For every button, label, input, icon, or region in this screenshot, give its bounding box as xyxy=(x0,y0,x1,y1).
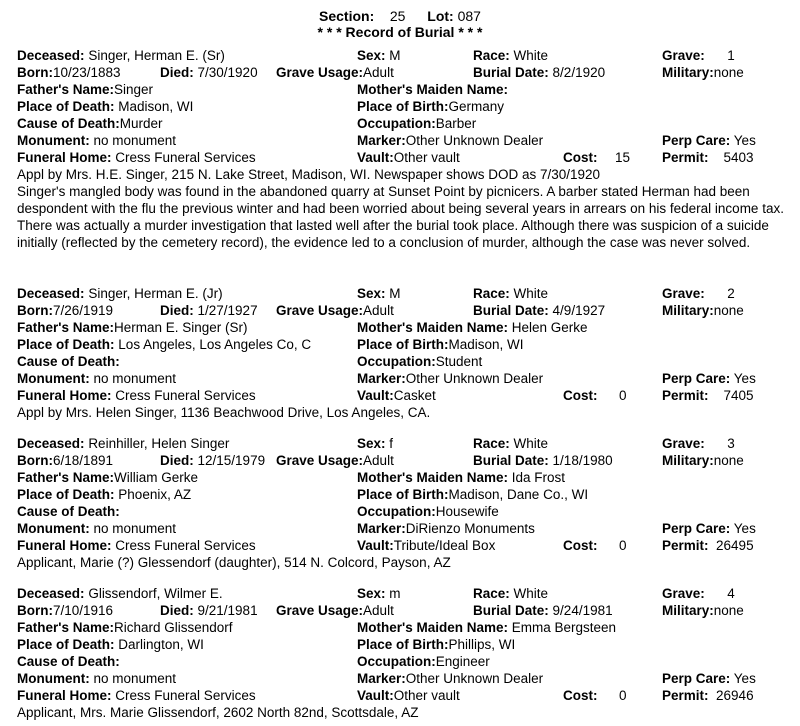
monument-value: no monument xyxy=(93,671,177,686)
cost-label: Cost: xyxy=(563,388,598,403)
burial-record-3 xyxy=(17,435,792,571)
military-value: none xyxy=(713,603,744,618)
perp-care-label: Perp Care: xyxy=(662,371,731,386)
vault-label: Vault: xyxy=(357,538,394,553)
marker-value: Other Unknown Dealer xyxy=(405,133,544,148)
military-label: Military: xyxy=(662,453,714,468)
place-of-death-value: Darlington, WI xyxy=(118,637,204,652)
cost-label: Cost: xyxy=(563,538,598,553)
mother-label: Mother's Maiden Name: xyxy=(357,82,508,97)
funeral-home-value: Cress Funeral Services xyxy=(115,388,256,403)
occupation-value: Housewife xyxy=(435,504,499,519)
marker-label: Marker: xyxy=(357,371,406,386)
place-of-birth-label: Place of Birth: xyxy=(357,99,449,114)
permit-value: 26946 xyxy=(716,688,754,703)
vault-value: Tribute/Ideal Box xyxy=(393,538,496,553)
race-value: White xyxy=(513,586,549,601)
burial-date-value: 1/18/1980 xyxy=(552,453,613,468)
mother-value: Emma Bergsteen xyxy=(511,620,617,635)
perp-care-value: Yes xyxy=(733,671,756,686)
died-label: Died: xyxy=(160,603,194,618)
cause-of-death-label: Cause of Death: xyxy=(17,116,120,131)
grave-value: 3 xyxy=(727,436,735,451)
died-value: 7/30/1920 xyxy=(197,65,258,80)
occupation-label: Occupation: xyxy=(357,504,436,519)
grave-usage-label: Grave Usage: xyxy=(276,603,364,618)
died-value: 1/27/1927 xyxy=(197,303,258,318)
permit-value: 7405 xyxy=(723,388,754,403)
deceased-label: Deceased: xyxy=(17,48,85,63)
deceased-value: Singer, Herman E. (Jr) xyxy=(88,286,223,301)
applicant-line: Applicant, Mrs. Marie Glissendorf, 2602 North 82nd, Scottsdale, AZ xyxy=(17,705,419,720)
cause-of-death-value: Murder xyxy=(119,116,163,131)
occupation-value: Engineer xyxy=(435,654,490,669)
sex-value: M xyxy=(389,48,401,63)
deceased-value: Reinhiller, Helen Singer xyxy=(88,436,230,451)
monument-label: Monument: xyxy=(17,671,90,686)
father-label: Father's Name: xyxy=(17,620,114,635)
race-value: White xyxy=(513,48,549,63)
deceased-label: Deceased: xyxy=(17,286,85,301)
funeral-home-value: Cress Funeral Services xyxy=(115,538,256,553)
cost-value: 0 xyxy=(619,388,627,403)
sex-value: M xyxy=(389,286,401,301)
race-label: Race: xyxy=(473,586,510,601)
funeral-home-value: Cress Funeral Services xyxy=(115,150,256,165)
cost-value: 15 xyxy=(615,150,631,165)
military-value: none xyxy=(713,453,744,468)
perp-care-label: Perp Care: xyxy=(662,133,731,148)
died-value: 12/15/1979 xyxy=(197,453,266,468)
father-value: Richard Glissendorf xyxy=(114,620,233,635)
place-of-birth-label: Place of Birth: xyxy=(357,487,449,502)
grave-usage-label: Grave Usage: xyxy=(276,65,364,80)
monument-label: Monument: xyxy=(17,521,90,536)
occupation-label: Occupation: xyxy=(357,654,436,669)
place-of-death-value: Phoenix, AZ xyxy=(118,487,192,502)
perp-care-value: Yes xyxy=(733,133,756,148)
grave-value: 2 xyxy=(727,286,735,301)
occupation-value: Barber xyxy=(435,116,477,131)
father-label: Father's Name: xyxy=(17,320,114,335)
race-value: White xyxy=(513,436,549,451)
vault-label: Vault: xyxy=(357,150,394,165)
monument-value: no monument xyxy=(93,133,177,148)
vault-label: Vault: xyxy=(357,388,394,403)
grave-usage-value: Adult xyxy=(363,453,394,468)
father-value: William Gerke xyxy=(114,470,199,485)
permit-label: Permit: xyxy=(662,150,709,165)
section-value: 25 xyxy=(389,8,406,24)
place-of-death-label: Place of Death: xyxy=(17,487,115,502)
military-label: Military: xyxy=(662,65,714,80)
record-notes: Singer's mangled body was found in the abandoned quarry at Sunset Point by picnicers. A barber stated Herman had been despondent with the flu the previous winter and had been worried about being several years in arrears on his federal income tax. There was actually a murder investigation that lasted well after the burial took place. Although there was suspicion of a suicide initially (reflected by the cemetery record), the evidence led to a conclusion of murder, although the case was never solved. xyxy=(17,184,784,250)
burial-record-4 xyxy=(17,585,792,721)
mother-label: Mother's Maiden Name: xyxy=(357,620,508,635)
monument-value: no monument xyxy=(93,371,177,386)
military-label: Military: xyxy=(662,603,714,618)
sex-label: Sex: xyxy=(357,48,386,63)
grave-usage-value: Adult xyxy=(363,65,394,80)
record-of-burial-title: * * * Record of Burial * * * xyxy=(317,24,483,40)
place-of-death-label: Place of Death: xyxy=(17,99,115,114)
place-of-birth-value: Madison, WI xyxy=(448,337,524,352)
place-of-birth-label: Place of Birth: xyxy=(357,637,449,652)
born-label: Born: xyxy=(17,603,53,618)
mother-value: Ida Frost xyxy=(511,470,566,485)
born-label: Born: xyxy=(17,303,53,318)
burial-record-1 xyxy=(17,47,792,251)
grave-usage-value: Adult xyxy=(363,303,394,318)
grave-label: Grave: xyxy=(662,436,705,451)
monument-value: no monument xyxy=(93,521,177,536)
place-of-birth-value: Phillips, WI xyxy=(448,637,516,652)
father-label: Father's Name: xyxy=(17,82,114,97)
died-value: 9/21/1981 xyxy=(197,603,258,618)
burial-date-value: 9/24/1981 xyxy=(552,603,613,618)
father-label: Father's Name: xyxy=(17,470,114,485)
died-label: Died: xyxy=(160,453,194,468)
funeral-home-label: Funeral Home: xyxy=(17,688,112,703)
section-label: Section: xyxy=(319,8,375,24)
marker-value: Other Unknown Dealer xyxy=(405,371,544,386)
permit-label: Permit: xyxy=(662,538,709,553)
died-label: Died: xyxy=(160,65,194,80)
born-value: 10/23/1883 xyxy=(53,65,121,80)
marker-value: DiRienzo Monuments xyxy=(405,521,535,536)
military-label: Military: xyxy=(662,303,714,318)
place-of-birth-value: Madison, Dane Co., WI xyxy=(448,487,589,502)
sex-label: Sex: xyxy=(357,586,386,601)
deceased-value: Singer, Herman E. (Sr) xyxy=(88,48,225,63)
burial-date-label: Burial Date: xyxy=(473,603,549,618)
burial-date-label: Burial Date: xyxy=(473,65,549,80)
place-of-death-label: Place of Death: xyxy=(17,337,115,352)
perp-care-value: Yes xyxy=(733,521,756,536)
place-of-death-value: Madison, WI xyxy=(118,99,194,114)
born-value: 7/26/1919 xyxy=(53,303,114,318)
vault-value: Other vault xyxy=(393,150,460,165)
father-value: Singer xyxy=(114,82,154,97)
applicant-line: Applicant, Marie (?) Glessendorf (daughter), 514 N. Colcord, Payson, AZ xyxy=(17,555,451,570)
cost-value: 0 xyxy=(619,688,627,703)
place-of-birth-value: Germany xyxy=(448,99,505,114)
burial-date-label: Burial Date: xyxy=(473,453,549,468)
mother-label: Mother's Maiden Name: xyxy=(357,320,508,335)
burial-record-2 xyxy=(17,285,792,421)
marker-value: Other Unknown Dealer xyxy=(405,671,544,686)
deceased-label: Deceased: xyxy=(17,586,85,601)
funeral-home-value: Cress Funeral Services xyxy=(115,688,256,703)
burial-date-value: 8/2/1920 xyxy=(552,65,606,80)
cause-of-death-label: Cause of Death: xyxy=(17,354,120,369)
cost-value: 0 xyxy=(619,538,627,553)
grave-value: 1 xyxy=(727,48,735,63)
marker-label: Marker: xyxy=(357,133,406,148)
vault-label: Vault: xyxy=(357,688,394,703)
grave-usage-value: Adult xyxy=(363,603,394,618)
mother-label: Mother's Maiden Name: xyxy=(357,470,508,485)
vault-value: Other vault xyxy=(393,688,460,703)
marker-label: Marker: xyxy=(357,521,406,536)
funeral-home-label: Funeral Home: xyxy=(17,538,112,553)
mother-value: Helen Gerke xyxy=(511,320,588,335)
race-value: White xyxy=(513,286,549,301)
occupation-label: Occupation: xyxy=(357,354,436,369)
cost-label: Cost: xyxy=(563,150,598,165)
lot-label: Lot: xyxy=(427,8,454,24)
sex-value: f xyxy=(389,436,394,451)
grave-label: Grave: xyxy=(662,48,705,63)
sex-value: m xyxy=(389,586,401,601)
applicant-line: Appl by Mrs. H.E. Singer, 215 N. Lake Street, Madison, WI. Newspaper shows DOD as 7/30/1920 xyxy=(17,167,601,182)
monument-label: Monument: xyxy=(17,371,90,386)
grave-value: 4 xyxy=(727,586,735,601)
burial-date-label: Burial Date: xyxy=(473,303,549,318)
deceased-label: Deceased: xyxy=(17,436,85,451)
funeral-home-label: Funeral Home: xyxy=(17,150,112,165)
grave-label: Grave: xyxy=(662,286,705,301)
cost-label: Cost: xyxy=(563,688,598,703)
perp-care-value: Yes xyxy=(733,371,756,386)
sex-label: Sex: xyxy=(357,286,386,301)
lot-value: 087 xyxy=(457,8,481,24)
deceased-value: Glissendorf, Wilmer E. xyxy=(88,586,223,601)
vault-value: Casket xyxy=(393,388,436,403)
grave-usage-label: Grave Usage: xyxy=(276,303,364,318)
monument-label: Monument: xyxy=(17,133,90,148)
born-value: 6/18/1891 xyxy=(53,453,114,468)
place-of-death-label: Place of Death: xyxy=(17,637,115,652)
permit-value: 26495 xyxy=(716,538,754,553)
born-label: Born: xyxy=(17,453,53,468)
father-value: Herman E. Singer (Sr) xyxy=(114,320,248,335)
military-value: none xyxy=(713,65,744,80)
grave-usage-label: Grave Usage: xyxy=(276,453,364,468)
permit-label: Permit: xyxy=(662,388,709,403)
burial-date-value: 4/9/1927 xyxy=(552,303,606,318)
perp-care-label: Perp Care: xyxy=(662,671,731,686)
race-label: Race: xyxy=(473,48,510,63)
applicant-line: Appl by Mrs. Helen Singer, 1136 Beachwood Drive, Los Angeles, CA. xyxy=(17,405,431,420)
place-of-birth-label: Place of Birth: xyxy=(357,337,449,352)
cause-of-death-label: Cause of Death: xyxy=(17,504,120,519)
sex-label: Sex: xyxy=(357,436,386,451)
died-label: Died: xyxy=(160,303,194,318)
born-value: 7/10/1916 xyxy=(53,603,114,618)
born-label: Born: xyxy=(17,65,53,80)
occupation-value: Student xyxy=(435,354,483,369)
military-value: none xyxy=(713,303,744,318)
perp-care-label: Perp Care: xyxy=(662,521,731,536)
race-label: Race: xyxy=(473,286,510,301)
place-of-death-value: Los Angeles, Los Angeles Co, C xyxy=(118,337,312,352)
race-label: Race: xyxy=(473,436,510,451)
occupation-label: Occupation: xyxy=(357,116,436,131)
cause-of-death-label: Cause of Death: xyxy=(17,654,120,669)
permit-label: Permit: xyxy=(662,688,709,703)
grave-label: Grave: xyxy=(662,586,705,601)
marker-label: Marker: xyxy=(357,671,406,686)
permit-value: 5403 xyxy=(723,150,754,165)
funeral-home-label: Funeral Home: xyxy=(17,388,112,403)
section-lot-header xyxy=(0,8,800,25)
